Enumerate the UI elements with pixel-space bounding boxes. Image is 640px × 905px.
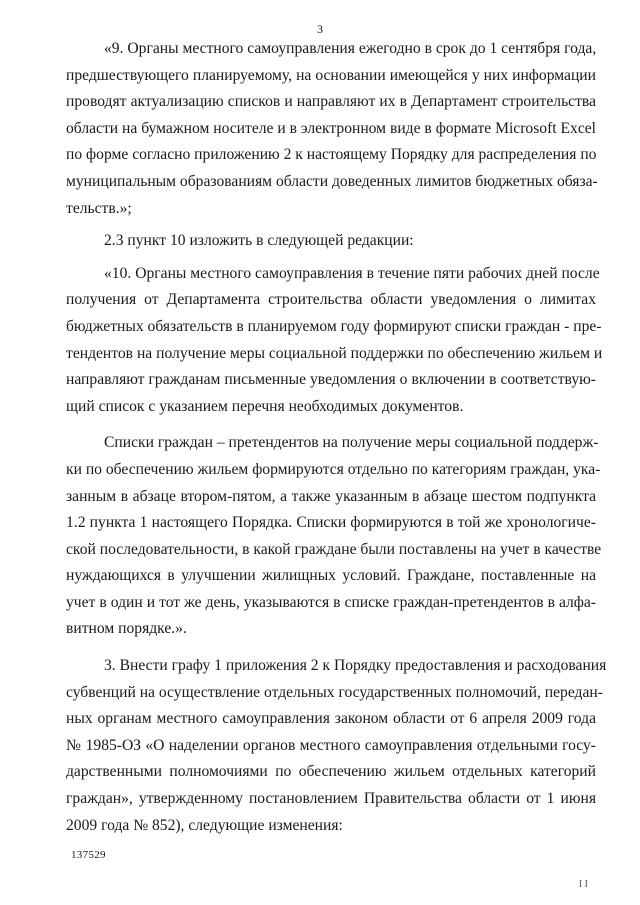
corner-marks: I I: [578, 879, 588, 890]
text-line: 3. Внести графу 1 приложения 2 к Порядку предоставления и расходования: [104, 657, 607, 675]
text-line: области на бумажном носителе и в электронном виде в формате Microsoft Excel: [66, 119, 596, 137]
text-line: проводят актуализацию списков и направляют их в Департамент строительства: [66, 93, 596, 111]
text-line: учет в один и тот же день, указываются в списке граждан-претендентов в алфа-: [66, 593, 596, 611]
text-line: субвенций на осуществление отдельных государственных полномочий, передан-: [66, 683, 603, 701]
text-line: «9. Органы местного самоуправления ежегодно в срок до 1 сентября года,: [104, 40, 597, 57]
document-body: [66, 36, 607, 839]
text-line: нуждающихся в улучшении жилищных условий. Граждане, поставленные на: [66, 567, 596, 585]
text-line: щий список с указанием перечня необходимых документов.: [66, 397, 464, 415]
paragraph-item-10: [66, 261, 603, 421]
document-code: 137529: [71, 849, 106, 861]
text-line: по форме согласно приложению 2 к настоящему Порядку для распределения по: [66, 146, 597, 164]
text-line: предшествующего планируемому, на основании имеющейся у них информации: [66, 66, 596, 84]
page-number: 3: [317, 22, 323, 36]
text-line: 1.2 пункта 1 настоящего Порядка. Списки формируются в той же хронологиче-: [66, 514, 596, 532]
text-line: муниципальным образованиям области доведенных лимитов бюджетных обяза-: [66, 172, 598, 190]
paragraph-lists-of-citizens: [66, 430, 602, 643]
text-line: 2.3 пункт 10 изложить в следующей редакции:: [104, 232, 414, 250]
text-line: тельств.»;: [66, 199, 132, 217]
text-line: дарственными полномочиями по обеспечению жильем отдельных категорий: [66, 763, 596, 781]
text-line: ки по обеспечению жильем формируются отдельно по категориям граждан, ука-: [66, 460, 601, 478]
text-line: ской последовательности, в какой граждане были поставлены на учет в качестве: [66, 540, 602, 558]
text-line: витном порядке.».: [66, 620, 187, 638]
text-line: граждан», утвержденному постановлением Правительства области от 1 июня: [66, 790, 596, 808]
text-line: бюджетных обязательств в планируемом году формируют списки граждан - пре-: [66, 317, 602, 335]
text-line: Списки граждан – претендентов на получение меры социальной поддерж-: [104, 434, 599, 452]
text-line: направляют гражданам письменные уведомления о включении в соответствую-: [66, 371, 596, 389]
paragraph-item-3: [66, 653, 607, 839]
text-line: 2009 года № 852), следующие изменения:: [66, 816, 343, 834]
paragraph-item-9: [66, 36, 596, 222]
text-line: тендентов на получение меры социальной поддержки по обеспечению жильем и: [66, 344, 603, 362]
text-line: занным в абзаце втором-пятом, а также указанным в абзаце шестом подпункта: [66, 487, 596, 505]
text-line: ных органам местного самоуправления законом области от 6 апреля 2009 года: [66, 710, 596, 728]
text-line: № 1985-ОЗ «О наделении органов местного самоуправления отдельными госу-: [66, 736, 596, 754]
text-line: «10. Органы местного самоуправления в течение пяти рабочих дней после: [104, 264, 600, 282]
text-line: получения от Департамента строительства области уведомления о лимитах: [66, 291, 596, 309]
paragraph-subitem-2-3: [66, 228, 596, 255]
